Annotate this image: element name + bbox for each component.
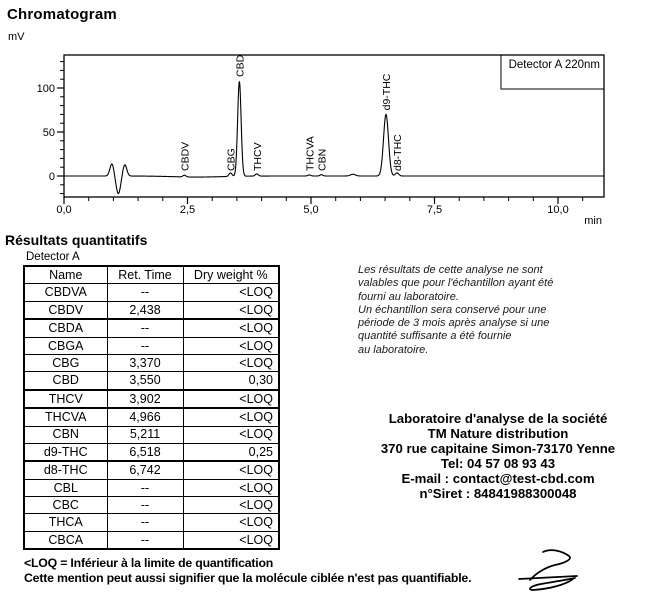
y-tick-label: 50 (42, 127, 55, 139)
cell-dry-weight: <LOQ (183, 408, 279, 426)
peak-labels (179, 54, 404, 171)
detector-label: Detector A 220nm (508, 59, 600, 71)
table-row-THCVA (24, 408, 279, 426)
chromatogram-chart (0, 0, 666, 240)
table-row-CBD (24, 372, 279, 390)
footnote-line-1: <LOQ = Inférieur à la limite de quantification (24, 556, 274, 570)
table-row-CBCA (24, 531, 279, 549)
cell-ret-time: 3,550 (107, 372, 183, 390)
results-section-heading: Résultats quantitatifs (5, 232, 148, 248)
table-row-CBC (24, 497, 279, 514)
loq-footnote (24, 556, 471, 585)
disclaimer-line-4: Un échantillon sera conservé pour une (358, 303, 547, 316)
x-tick-label: 7,5 (426, 204, 443, 216)
x-tick-label: 10,0 (547, 204, 569, 216)
cell-dry-weight: <LOQ (183, 319, 279, 337)
table-row-THCV (24, 390, 279, 408)
page-title: Chromatogram (7, 6, 117, 23)
signature (490, 535, 610, 595)
cell-ret-time: 4,966 (107, 408, 183, 426)
disclaimer-line-7: au laboratoire. (358, 343, 429, 356)
lab-block-line-6: n°Siret : 84841988300048 (419, 486, 577, 501)
cell-ret-time: -- (107, 497, 183, 514)
cell-dry-weight: <LOQ (183, 354, 279, 371)
peak-label-CBD: CBD (234, 54, 247, 77)
cell-name: CBN (24, 426, 107, 443)
table-row-CBDA (24, 319, 279, 337)
column-header-ret-time: Ret. Time (107, 266, 183, 284)
cell-ret-time: 2,438 (107, 301, 183, 319)
cell-dry-weight: <LOQ (183, 284, 279, 301)
results-table (23, 265, 280, 550)
x-tick-label: 2,5 (179, 204, 196, 216)
disclaimer-line-2: valables que pour l'échantillon ayant été (358, 277, 554, 290)
cell-dry-weight: <LOQ (183, 426, 279, 443)
table-row-d9-THC (24, 443, 279, 461)
cell-ret-time: -- (107, 337, 183, 354)
cell-name: THCV (24, 390, 107, 408)
cell-name: CBG (24, 354, 107, 371)
cell-name: THCA (24, 514, 107, 531)
axis-ticks (57, 62, 583, 204)
y-tick-label: 0 (48, 171, 55, 183)
peak-label-CBN: CBN (316, 148, 329, 171)
table-row-CBL (24, 479, 279, 496)
cell-name: CBGA (24, 337, 107, 354)
cell-dry-weight: <LOQ (183, 514, 279, 531)
cell-ret-time: -- (107, 319, 183, 337)
table-row-THCA (24, 514, 279, 531)
lab-block-line-4: Tel: 04 57 08 93 43 (440, 456, 556, 471)
table-detector-label: Detector A (26, 251, 80, 263)
cell-dry-weight: <LOQ (183, 531, 279, 549)
cell-name: THCVA (24, 408, 107, 426)
table-row-CBN (24, 426, 279, 443)
cell-dry-weight: <LOQ (183, 337, 279, 354)
cell-name: CBCA (24, 531, 107, 549)
peak-label-CBDV: CBDV (179, 141, 192, 171)
disclaimer-line-6: quantité suffisante a été fournie (358, 330, 512, 343)
cell-ret-time: 3,370 (107, 354, 183, 371)
disclaimer-text (358, 264, 626, 357)
disclaimer-line-1: Les résultats de cette analyse ne sont (358, 264, 543, 276)
cell-dry-weight: <LOQ (183, 497, 279, 514)
lab-block-line-5: E-mail : contact@test-cbd.com (401, 471, 595, 486)
cell-name: CBC (24, 497, 107, 514)
signature-scribble (519, 550, 577, 590)
cell-dry-weight: <LOQ (183, 301, 279, 319)
cell-ret-time: 6,742 (107, 461, 183, 479)
peak-label-d9-THC: d9-THC (381, 73, 393, 111)
y-tick-label: 100 (36, 83, 55, 95)
cell-dry-weight: <LOQ (183, 390, 279, 408)
table-row-d8-THC (24, 461, 279, 479)
cell-name: d8-THC (24, 461, 107, 479)
table-row-CBG (24, 354, 279, 371)
table-row-CBGA (24, 337, 279, 354)
chromatogram-trace (64, 81, 604, 193)
lab-block-line-1: Laboratoire d'analyse de la société (388, 411, 608, 426)
cell-ret-time: 6,518 (107, 443, 183, 461)
cell-name: CBDV (24, 301, 107, 319)
column-header-dry-weight: Dry weight % (183, 266, 279, 284)
cell-ret-time: -- (107, 531, 183, 549)
cell-ret-time: 5,211 (107, 426, 183, 443)
peak-label-d8-THC: d8-THC (392, 134, 405, 171)
disclaimer-line-5: période de 3 mois après analyse si une (358, 317, 550, 330)
table-row-CBDVA (24, 284, 279, 301)
cell-name: d9-THC (24, 443, 107, 461)
footnote-line-2: Cette mention peut aussi signifier que la molécule ciblée n'est pas quantifiable. (24, 570, 472, 585)
cell-dry-weight: 0,30 (183, 372, 279, 390)
cell-ret-time: -- (107, 284, 183, 301)
cell-name: CBDVA (24, 284, 107, 301)
axis-tick-labels (37, 83, 569, 216)
column-header-name: Name (24, 266, 107, 284)
cell-ret-time: -- (107, 514, 183, 531)
cell-dry-weight: <LOQ (183, 461, 279, 479)
peak-label-THCV: THCV (251, 142, 264, 171)
cell-name: CBL (24, 479, 107, 496)
x-axis-unit-label: min (584, 215, 602, 227)
cell-dry-weight: <LOQ (183, 479, 279, 496)
cell-name: CBDA (24, 319, 107, 337)
x-tick-label: 0,0 (56, 204, 72, 216)
table-header-row (24, 266, 279, 284)
cell-dry-weight: 0,25 (183, 443, 279, 461)
lab-block-line-3: 370 rue capitaine Simon-73170 Yenne (380, 441, 616, 456)
x-tick-label: 5,0 (303, 204, 319, 216)
y-axis-unit-label: mV (8, 31, 25, 43)
cell-ret-time: 3,902 (107, 390, 183, 408)
cell-name: CBD (24, 372, 107, 390)
table-row-CBDV (24, 301, 279, 319)
peak-label-THCVA: THCVA (304, 136, 317, 171)
cell-ret-time: -- (107, 479, 183, 496)
laboratory-info (348, 411, 648, 501)
peak-label-CBG: CBG (225, 148, 238, 171)
lab-block-line-2: TM Nature distribution (427, 426, 569, 441)
disclaimer-line-3: fourni au laboratoire. (358, 290, 459, 303)
